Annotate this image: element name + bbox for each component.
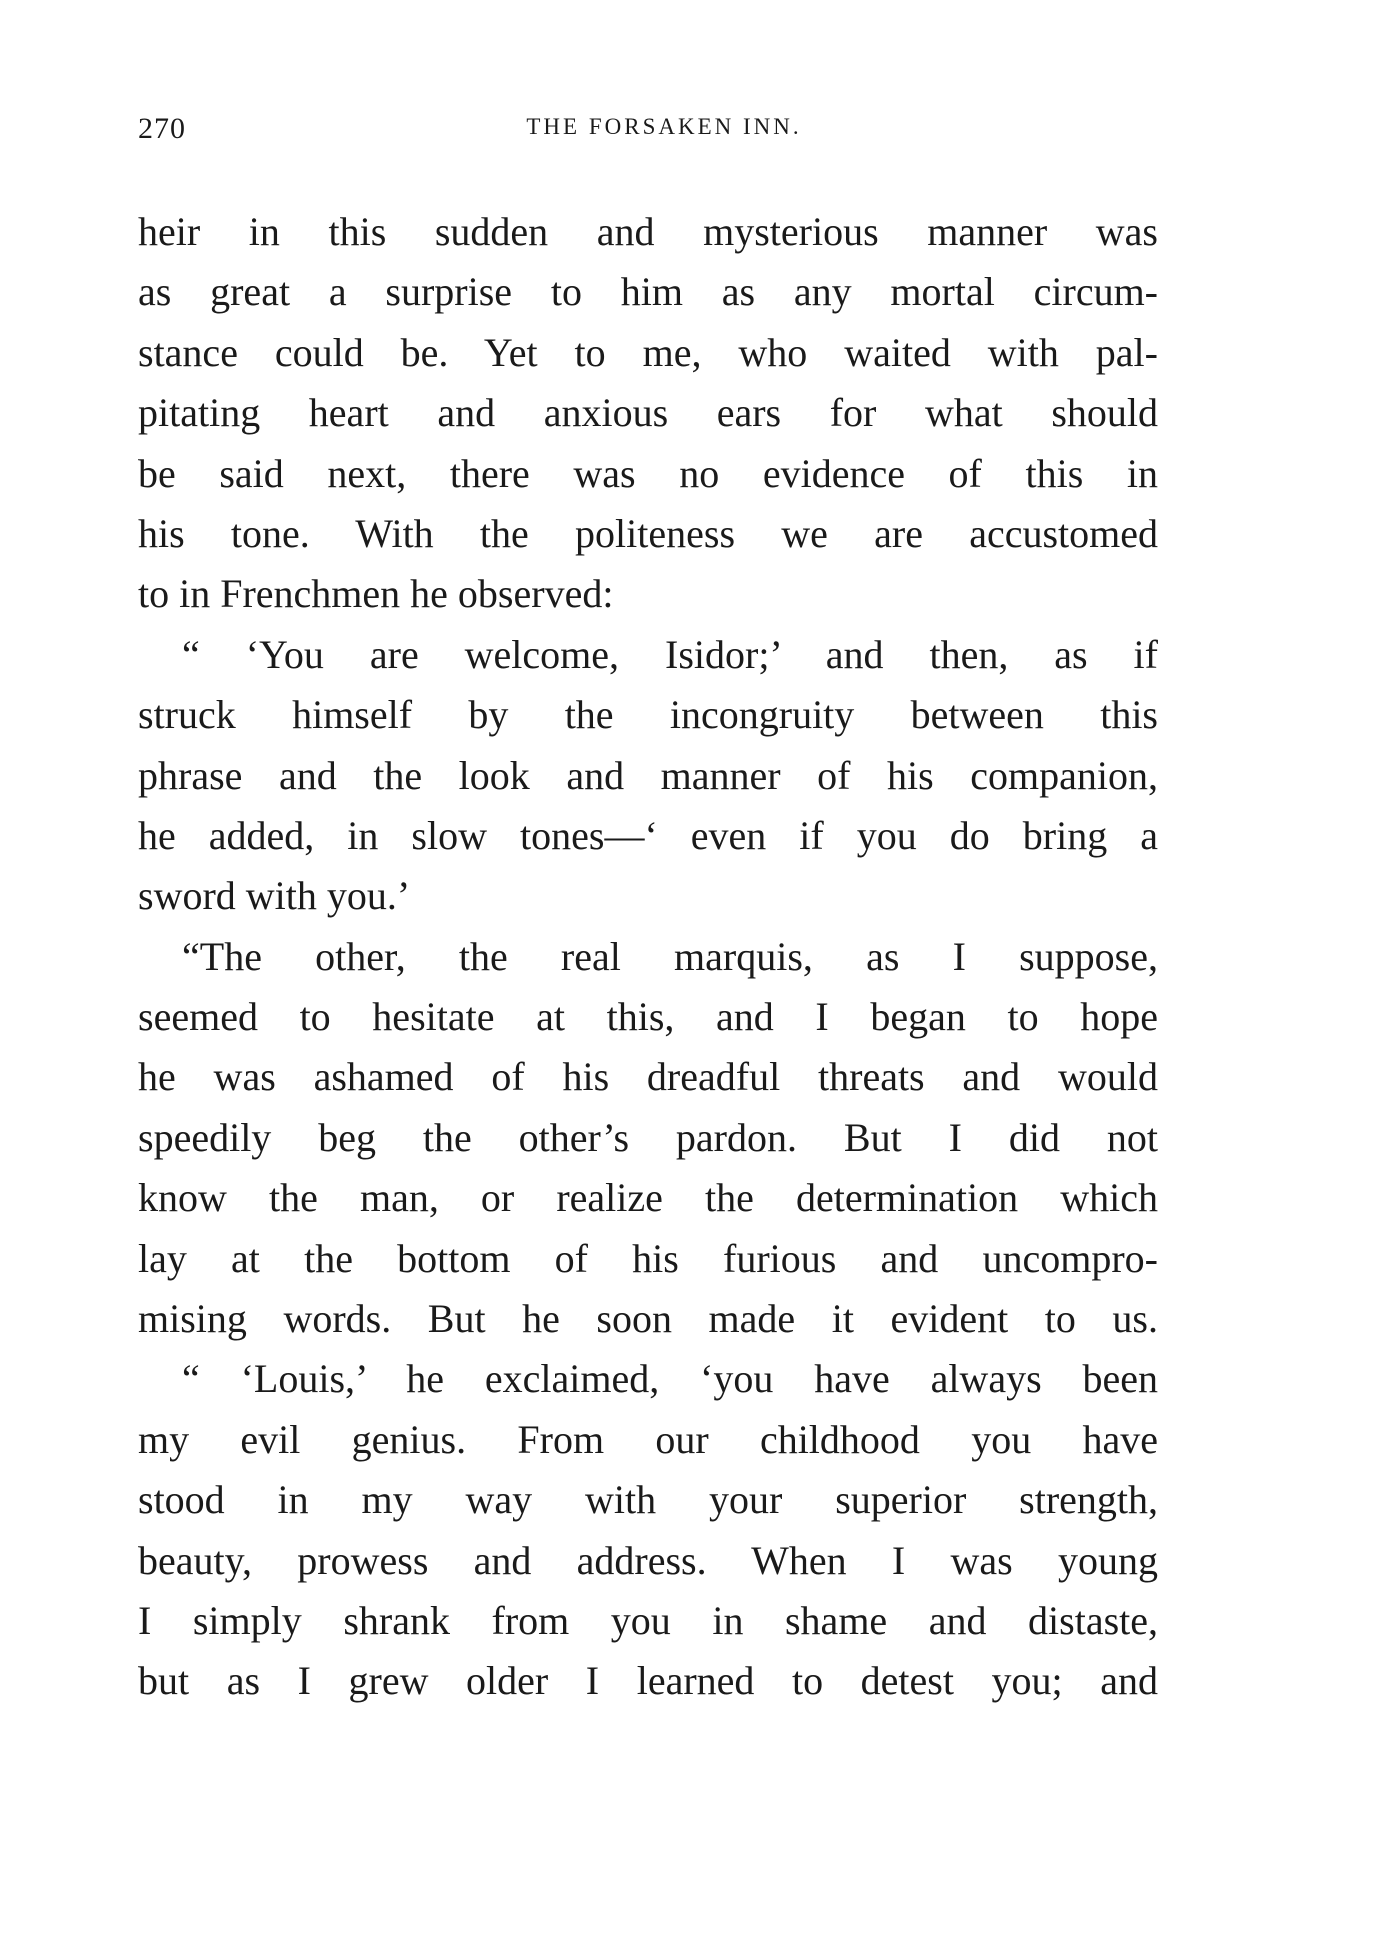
text-line: mising words. But he soon made it evident to us. bbox=[138, 1296, 1158, 1342]
text-line: I simply shrank from you in shame and distaste, bbox=[138, 1597, 1158, 1643]
text-line: seemed to hesitate at this, and I began to hope bbox=[138, 994, 1158, 1040]
text-line: beauty, prowess and address. When I was young bbox=[138, 1537, 1158, 1583]
text-line: pitating heart and anxious ears for what should bbox=[138, 390, 1158, 436]
text-line: stance could be. Yet to me, who waited with pal- bbox=[138, 329, 1158, 375]
text-line: he added, in slow tones—‘ even if you do bring a bbox=[138, 812, 1158, 858]
text-line: stood in my way with your superior strength, bbox=[138, 1477, 1158, 1523]
text-line: sword with you.’ bbox=[138, 873, 411, 919]
text-line: heir in this sudden and mysterious manner was bbox=[138, 209, 1158, 254]
text-line: phrase and the look and manner of his companion, bbox=[138, 752, 1158, 798]
text-line: his tone. With the politeness we are accustomed bbox=[138, 510, 1158, 556]
running-title: THE FORSAKEN INN. bbox=[526, 114, 802, 139]
text-line: be said next, there was no evidence of this in bbox=[138, 450, 1158, 496]
text-line: but as I grew older I learned to detest you; and bbox=[138, 1658, 1158, 1704]
page-number: 270 bbox=[138, 112, 186, 145]
text-line: as great a surprise to him as any mortal circum- bbox=[138, 269, 1158, 315]
text-line: “The other, the real marquis, as I suppose, bbox=[182, 933, 1158, 979]
text-line: my evil genius. From our childhood you have bbox=[138, 1416, 1158, 1462]
text-line: “ ‘Louis,’ he exclaimed, ‘you have always been bbox=[182, 1356, 1158, 1402]
text-line: lay at the bottom of his furious and uncompro- bbox=[138, 1235, 1158, 1281]
running-head bbox=[138, 112, 1160, 152]
text-line: know the man, or realize the determination which bbox=[138, 1175, 1158, 1221]
text-line: struck himself by the incongruity between this bbox=[138, 692, 1158, 738]
text-line: “ ‘You are welcome, Isidor;’ and then, as if bbox=[182, 631, 1158, 677]
body-text bbox=[138, 202, 1158, 1712]
text-line: he was ashamed of his dreadful threats and would bbox=[138, 1054, 1158, 1100]
text-line: to in Frenchmen he observed: bbox=[138, 571, 614, 617]
text-line: speedily beg the other’s pardon. But I did not bbox=[138, 1114, 1158, 1160]
